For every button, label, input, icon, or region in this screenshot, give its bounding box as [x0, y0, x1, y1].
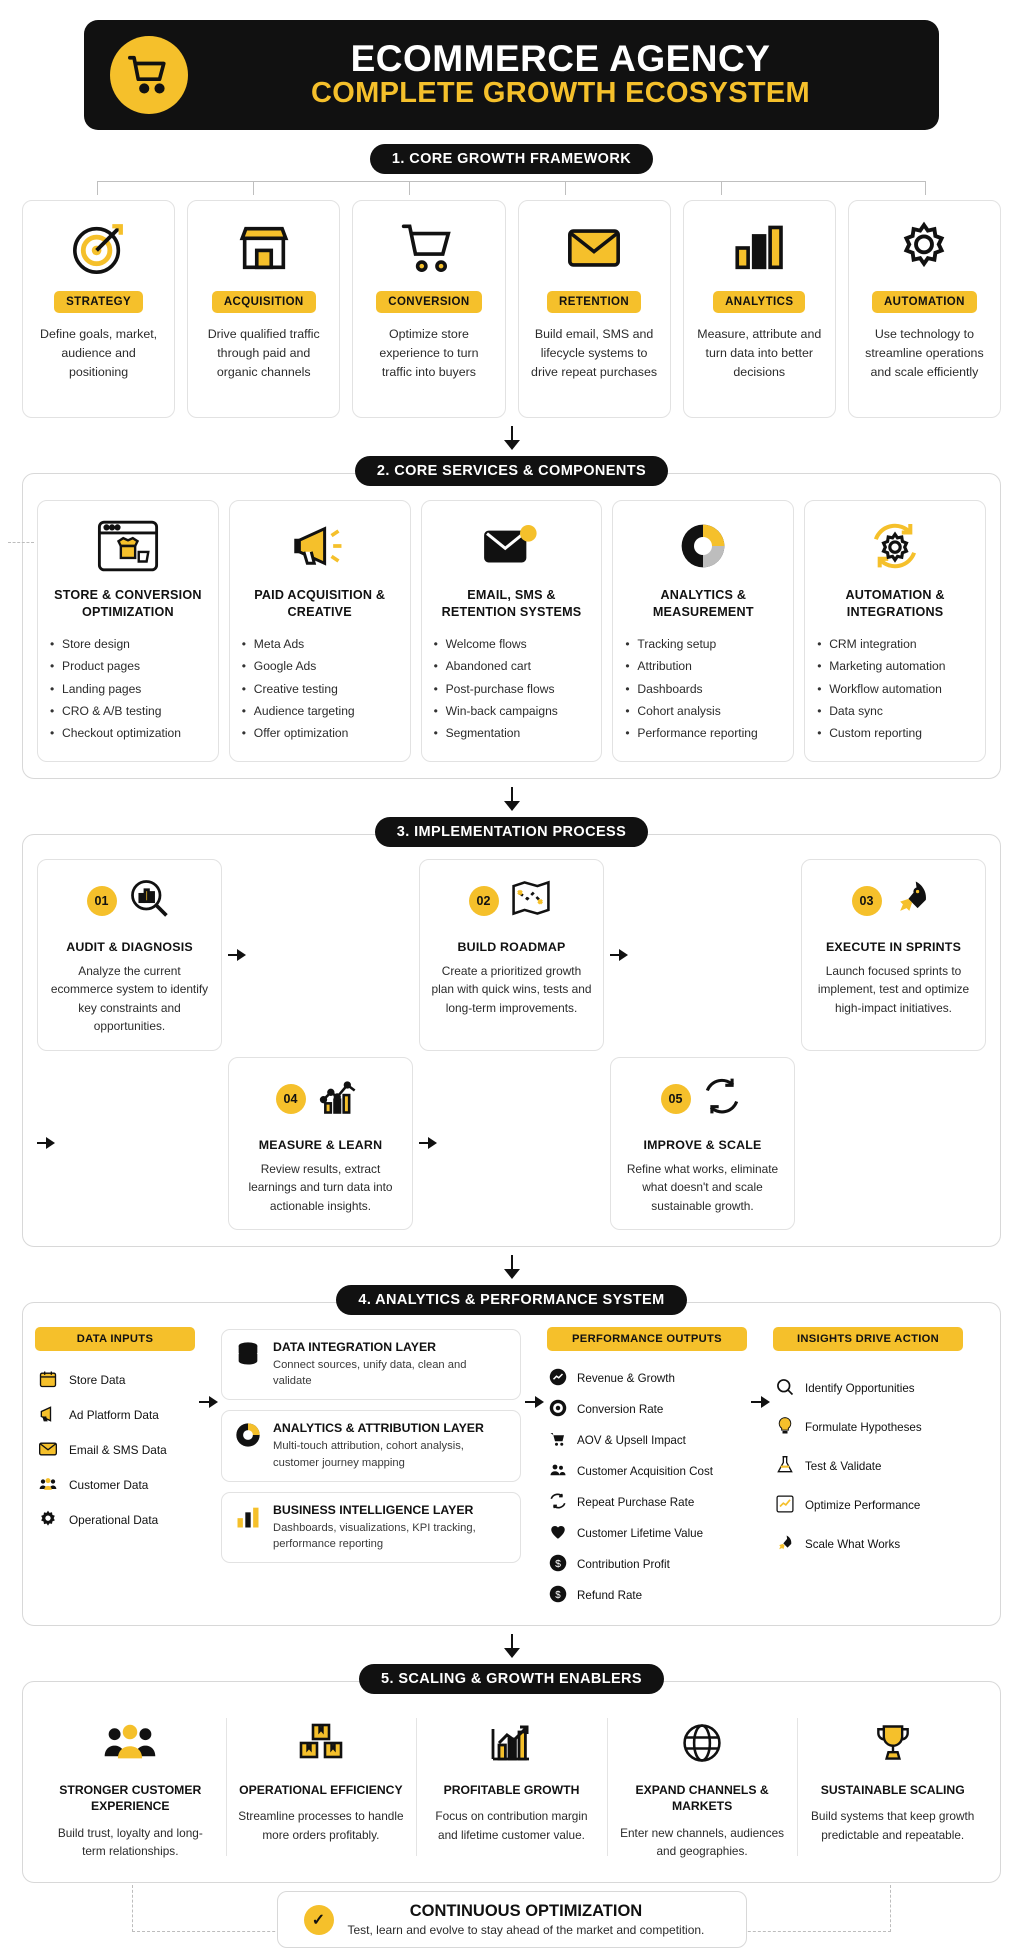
- target-icon: [549, 1399, 567, 1420]
- data-input-row: [35, 1398, 195, 1433]
- magnifier-icon: [775, 1377, 795, 1400]
- repeat-icon: [549, 1492, 567, 1513]
- output-row: [547, 1549, 747, 1580]
- enabler-desc: Build systems that keep growth predictable and repeatable.: [811, 1809, 975, 1842]
- performance-outputs-column: [547, 1327, 747, 1611]
- framework-desc: Optimize store experience to turn traffic into buyers: [379, 327, 479, 380]
- section4-panel: [22, 1302, 1001, 1626]
- step-title: BUILD ROADMAP: [457, 939, 566, 954]
- enabler-card-operational-efficiency: [226, 1708, 417, 1867]
- enabler-desc: Streamline processes to handle more orders profitably.: [238, 1809, 404, 1842]
- service-bullets: [242, 633, 398, 745]
- data-input-label: Store Data: [69, 1373, 126, 1388]
- insight-label: Identify Opportunities: [805, 1381, 915, 1395]
- step-number: 04: [276, 1084, 306, 1114]
- bullet: • Checkout optimization: [50, 722, 206, 744]
- process-arrow: [610, 859, 628, 1051]
- layer-desc: Multi-touch attribution, cohort analysis, customer journey mapping: [273, 1440, 464, 1469]
- step-number: 05: [661, 1084, 691, 1114]
- output-label: AOV & Upsell Impact: [577, 1433, 686, 1447]
- bullet: • CRO & A/B testing: [50, 700, 206, 722]
- flask-icon: [775, 1455, 795, 1478]
- section1-card-grid: [22, 200, 1001, 418]
- section-implementation-process: [22, 817, 1001, 1247]
- insight-row: [773, 1408, 963, 1447]
- data-input-label: Operational Data: [69, 1513, 159, 1528]
- boxes-icon: [238, 1714, 405, 1772]
- layer-data-integration: [221, 1329, 521, 1400]
- bullet: • Meta Ads: [242, 633, 398, 655]
- insight-row: [773, 1525, 963, 1564]
- shopping-cart-icon: [400, 215, 458, 281]
- enabler-title: SUSTAINABLE SCALING: [820, 1782, 965, 1797]
- bullet: • Dashboards: [625, 678, 781, 700]
- users-icon: [37, 1474, 59, 1497]
- bullet: • Audience targeting: [242, 700, 398, 722]
- process-arrow: [37, 1057, 55, 1230]
- data-input-label: Email & SMS Data: [69, 1443, 167, 1458]
- shopping-cart-icon: [110, 36, 188, 114]
- framework-desc: Measure, attribute and turn data into better decisions: [697, 327, 822, 380]
- framework-card-strategy: [22, 200, 175, 418]
- process-step-4: [228, 1057, 413, 1230]
- section5-chip: 5. SCALING & GROWTH ENABLERS: [359, 1664, 664, 1694]
- framework-card-retention: [518, 200, 671, 418]
- framework-label: RETENTION: [547, 291, 641, 313]
- step-desc: Refine what works, eliminate what doesn't and scale sustainable growth.: [626, 1161, 779, 1213]
- chart-up-icon: [775, 1494, 795, 1517]
- bullet: • Post-purchase flows: [434, 678, 590, 700]
- process-step-3: [801, 859, 986, 1051]
- step-title: IMPROVE & SCALE: [643, 1137, 762, 1152]
- enabler-desc: Build trust, loyalty and long-term relationships.: [57, 1825, 203, 1859]
- section2-panel: [22, 473, 1001, 779]
- refund-icon: [549, 1585, 567, 1606]
- trend-up-icon: [549, 1368, 567, 1389]
- service-title: STORE & CONVERSION OPTIMIZATION: [54, 588, 202, 619]
- gear-icon: [895, 215, 953, 281]
- envelope-send-icon: [434, 515, 590, 577]
- output-row: [547, 1518, 747, 1549]
- enabler-card-profitable-growth: [416, 1708, 607, 1867]
- framework-label: CONVERSION: [376, 291, 481, 313]
- bullet: • CRM integration: [817, 633, 973, 655]
- inputs-to-layers-arrow: [195, 1327, 221, 1477]
- database-icon: [234, 1340, 262, 1373]
- process-step-2: [419, 859, 604, 1051]
- bullet: • Tracking setup: [625, 633, 781, 655]
- step-desc: Analyze the current ecommerce system to identify key constraints and opportunities.: [50, 963, 209, 1034]
- framework-desc: Define goals, market, audience and positioning: [40, 327, 158, 380]
- framework-label: STRATEGY: [54, 291, 143, 313]
- layer-title: DATA INTEGRATION LAYER: [273, 1339, 437, 1354]
- output-row: [547, 1394, 747, 1425]
- svg-text:$: $: [555, 1557, 561, 1570]
- layer-business-intelligence: [221, 1492, 521, 1563]
- service-title: ANALYTICS & MEASUREMENT: [652, 588, 754, 619]
- users-icon: [47, 1714, 214, 1772]
- layer-analytics-attribution: [221, 1410, 521, 1481]
- service-bullets: [50, 633, 206, 745]
- insight-label: Optimize Performance: [805, 1498, 921, 1512]
- bullet: • Creative testing: [242, 678, 398, 700]
- flow-arrow-2: [22, 787, 1001, 811]
- rocket-icon: [775, 1533, 795, 1556]
- output-label: Repeat Purchase Rate: [577, 1495, 695, 1509]
- envelope-icon: [565, 215, 623, 281]
- framework-label: AUTOMATION: [872, 291, 977, 313]
- trophy-icon: [809, 1714, 976, 1772]
- globe-icon: [619, 1714, 786, 1772]
- data-input-row: [35, 1503, 195, 1538]
- header-banner: [84, 20, 939, 130]
- bar-chart-icon: [234, 1503, 262, 1536]
- data-input-row: [35, 1363, 195, 1398]
- bullet: • Store design: [50, 633, 206, 655]
- enabler-title: EXPAND CHANNELS & MARKETS: [635, 1782, 769, 1814]
- storefront-icon: [235, 215, 293, 281]
- enabler-title: OPERATIONAL EFFICIENCY: [239, 1782, 403, 1797]
- layers-to-outputs-arrow: [521, 1327, 547, 1477]
- svg-text:$: $: [555, 1589, 561, 1601]
- target-arrow-icon: [70, 215, 128, 281]
- framework-card-automation: [848, 200, 1001, 418]
- gear-icon: [37, 1509, 59, 1532]
- insights-header: INSIGHTS DRIVE ACTION: [773, 1327, 963, 1351]
- data-inputs-header: DATA INPUTS: [35, 1327, 195, 1351]
- insight-label: Formulate Hypotheses: [805, 1420, 922, 1434]
- framework-desc: Drive qualified traffic through paid and organic channels: [207, 327, 320, 380]
- megaphone-icon: [242, 515, 398, 577]
- output-label: Conversion Rate: [577, 1402, 664, 1416]
- bullet: • Landing pages: [50, 678, 206, 700]
- output-row: [547, 1425, 747, 1456]
- data-input-row: [35, 1468, 195, 1503]
- bullet: • Offer optimization: [242, 722, 398, 744]
- bullet: • Marketing automation: [817, 655, 973, 677]
- output-label: Revenue & Growth: [577, 1371, 675, 1385]
- data-input-label: Customer Data: [69, 1478, 149, 1493]
- service-card-analytics-measurement: [612, 500, 794, 762]
- bullet: • Abandoned cart: [434, 655, 590, 677]
- layers-column: [221, 1327, 521, 1573]
- output-row: [547, 1580, 747, 1611]
- rocket-icon: [890, 876, 936, 925]
- step-desc: Review results, extract learnings and turn data into actionable insights.: [248, 1161, 393, 1213]
- section-scaling-growth-enablers: [22, 1664, 1001, 1884]
- step-title: AUDIT & DIAGNOSIS: [66, 939, 193, 954]
- flow-arrow-3: [22, 1255, 1001, 1279]
- insight-row: [773, 1447, 963, 1486]
- lightbulb-icon: [775, 1416, 795, 1439]
- section1-chip: 1. CORE GROWTH FRAMEWORK: [370, 144, 653, 174]
- bullet: • Product pages: [50, 655, 206, 677]
- donut-chart-icon: [625, 515, 781, 577]
- performance-outputs-header: PERFORMANCE OUTPUTS: [547, 1327, 747, 1351]
- step-number: 02: [469, 886, 499, 916]
- process-step-5: [610, 1057, 795, 1230]
- users-cost-icon: [549, 1461, 567, 1482]
- check-circle-icon: ✓: [304, 1905, 334, 1935]
- page-title: ECOMMERCE AGENCY: [350, 37, 771, 79]
- service-card-email-sms: [421, 500, 603, 762]
- insight-label: Test & Validate: [805, 1459, 882, 1473]
- framework-desc: Build email, SMS and lifecycle systems to drive repeat purchases: [531, 327, 658, 380]
- calendar-store-icon: [37, 1369, 59, 1392]
- framework-card-analytics: [683, 200, 836, 418]
- data-input-row: [35, 1433, 195, 1468]
- enabler-title: STRONGER CUSTOMER EXPERIENCE: [59, 1782, 202, 1814]
- insights-column: [773, 1327, 963, 1564]
- process-arrow: [419, 1057, 437, 1230]
- bullet: • Workflow automation: [817, 678, 973, 700]
- growth-chart-icon: [428, 1714, 595, 1772]
- service-title: PAID ACQUISITION & CREATIVE: [254, 588, 386, 619]
- process-step-1: [37, 859, 222, 1051]
- service-card-store-conversion: [37, 500, 219, 762]
- enabler-card-expand-channels: [607, 1708, 798, 1867]
- step-number: 01: [87, 886, 117, 916]
- flow-arrow-1: [22, 426, 1001, 450]
- section-core-services: [22, 456, 1001, 779]
- bullet: • Win-back campaigns: [434, 700, 590, 722]
- envelope-icon: [37, 1439, 59, 1462]
- service-bullets: [817, 633, 973, 745]
- bullet: • Performance reporting: [625, 722, 781, 744]
- output-row: [547, 1456, 747, 1487]
- enabler-title: PROFITABLE GROWTH: [443, 1782, 580, 1797]
- enabler-card-sustainable-scaling: [797, 1708, 988, 1867]
- layer-title: BUSINESS INTELLIGENCE LAYER: [273, 1502, 474, 1517]
- page-subtitle: COMPLETE GROWTH ECOSYSTEM: [311, 77, 810, 110]
- donut-chart-icon: [234, 1421, 262, 1454]
- output-label: Contribution Profit: [577, 1557, 670, 1571]
- bullet: • Cohort analysis: [625, 700, 781, 722]
- section2-chip: 2. CORE SERVICES & COMPONENTS: [355, 456, 668, 486]
- process-arrow: [228, 859, 246, 1051]
- bullet: • Attribution: [625, 655, 781, 677]
- footer-title: CONTINUOUS OPTIMIZATION: [409, 1902, 643, 1921]
- roadmap-icon: [507, 876, 555, 925]
- bullet: • Custom reporting: [817, 722, 973, 744]
- section-analytics-performance-system: [22, 1285, 1001, 1626]
- gear-refresh-icon: [817, 515, 973, 577]
- service-bullets: [434, 633, 590, 745]
- bullet: • Google Ads: [242, 655, 398, 677]
- service-title: EMAIL, SMS & RETENTION SYSTEMS: [441, 588, 582, 619]
- step-title: MEASURE & LEARN: [258, 1137, 383, 1152]
- service-bullets: [625, 633, 781, 745]
- browser-product-icon: [50, 515, 206, 577]
- data-inputs-column: [35, 1327, 195, 1538]
- growth-chart-icon: [314, 1074, 366, 1123]
- heart-icon: [549, 1523, 567, 1544]
- bullet: • Welcome flows: [434, 633, 590, 655]
- layer-desc: Connect sources, unify data, clean and validate: [273, 1358, 467, 1388]
- insight-row: [773, 1486, 963, 1525]
- framework-label: ACQUISITION: [212, 291, 316, 313]
- outputs-to-insights-arrow: [747, 1327, 773, 1477]
- data-input-label: Ad Platform Data: [69, 1408, 159, 1423]
- cart-up-icon: [549, 1430, 567, 1451]
- layer-desc: Dashboards, visualizations, KPI tracking, performance reporting: [273, 1521, 476, 1551]
- output-row: [547, 1363, 747, 1394]
- step-desc: Launch focused sprints to implement, test and optimize high-impact initiatives.: [817, 963, 970, 1015]
- section-core-growth-framework: [22, 144, 1001, 418]
- framework-card-acquisition: [187, 200, 340, 418]
- bullet: • Data sync: [817, 700, 973, 722]
- section5-panel: [22, 1681, 1001, 1884]
- section4-chip: 4. ANALYTICS & PERFORMANCE SYSTEM: [336, 1285, 686, 1315]
- output-row: [547, 1487, 747, 1518]
- profit-icon: [549, 1554, 567, 1575]
- insight-label: Scale What Works: [805, 1537, 901, 1551]
- insight-row: [773, 1369, 963, 1408]
- enabler-desc: Enter new channels, audiences and geographies.: [620, 1825, 785, 1859]
- output-label: Customer Acquisition Cost: [577, 1464, 713, 1478]
- layer-title: ANALYTICS & ATTRIBUTION LAYER: [273, 1421, 484, 1436]
- step-title: EXECUTE IN SPRINTS: [825, 939, 962, 954]
- output-label: Customer Lifetime Value: [577, 1526, 704, 1540]
- enabler-card-customer-experience: [35, 1708, 226, 1867]
- continuous-optimization-footer: [22, 1891, 1001, 1948]
- magnifier-chart-icon: [125, 876, 173, 925]
- enabler-desc: Focus on contribution margin and lifetime customer value.: [435, 1809, 588, 1842]
- framework-desc: Use technology to streamline operations and scale efficiently: [865, 327, 984, 380]
- section3-panel: [22, 834, 1001, 1247]
- service-title: AUTOMATION & INTEGRATIONS: [845, 588, 945, 619]
- step-desc: Create a prioritized growth plan with quick wins, tests and long-term improvements.: [431, 963, 592, 1015]
- output-label: Refund Rate: [577, 1588, 643, 1602]
- service-card-automation-integrations: [804, 500, 986, 762]
- bullet: • Segmentation: [434, 722, 590, 744]
- bar-chart-icon: [730, 215, 788, 281]
- step-number: 03: [852, 886, 882, 916]
- framework-label: ANALYTICS: [713, 291, 805, 313]
- megaphone-icon: [37, 1404, 59, 1427]
- framework-card-conversion: [352, 200, 505, 418]
- service-card-paid-acquisition: [229, 500, 411, 762]
- section3-chip: 3. IMPLEMENTATION PROCESS: [375, 817, 648, 847]
- refresh-cycle-icon: [699, 1074, 745, 1123]
- flow-arrow-4: [22, 1634, 1001, 1658]
- footer-subtitle: Test, learn and evolve to stay ahead of the market and competition.: [347, 1923, 705, 1938]
